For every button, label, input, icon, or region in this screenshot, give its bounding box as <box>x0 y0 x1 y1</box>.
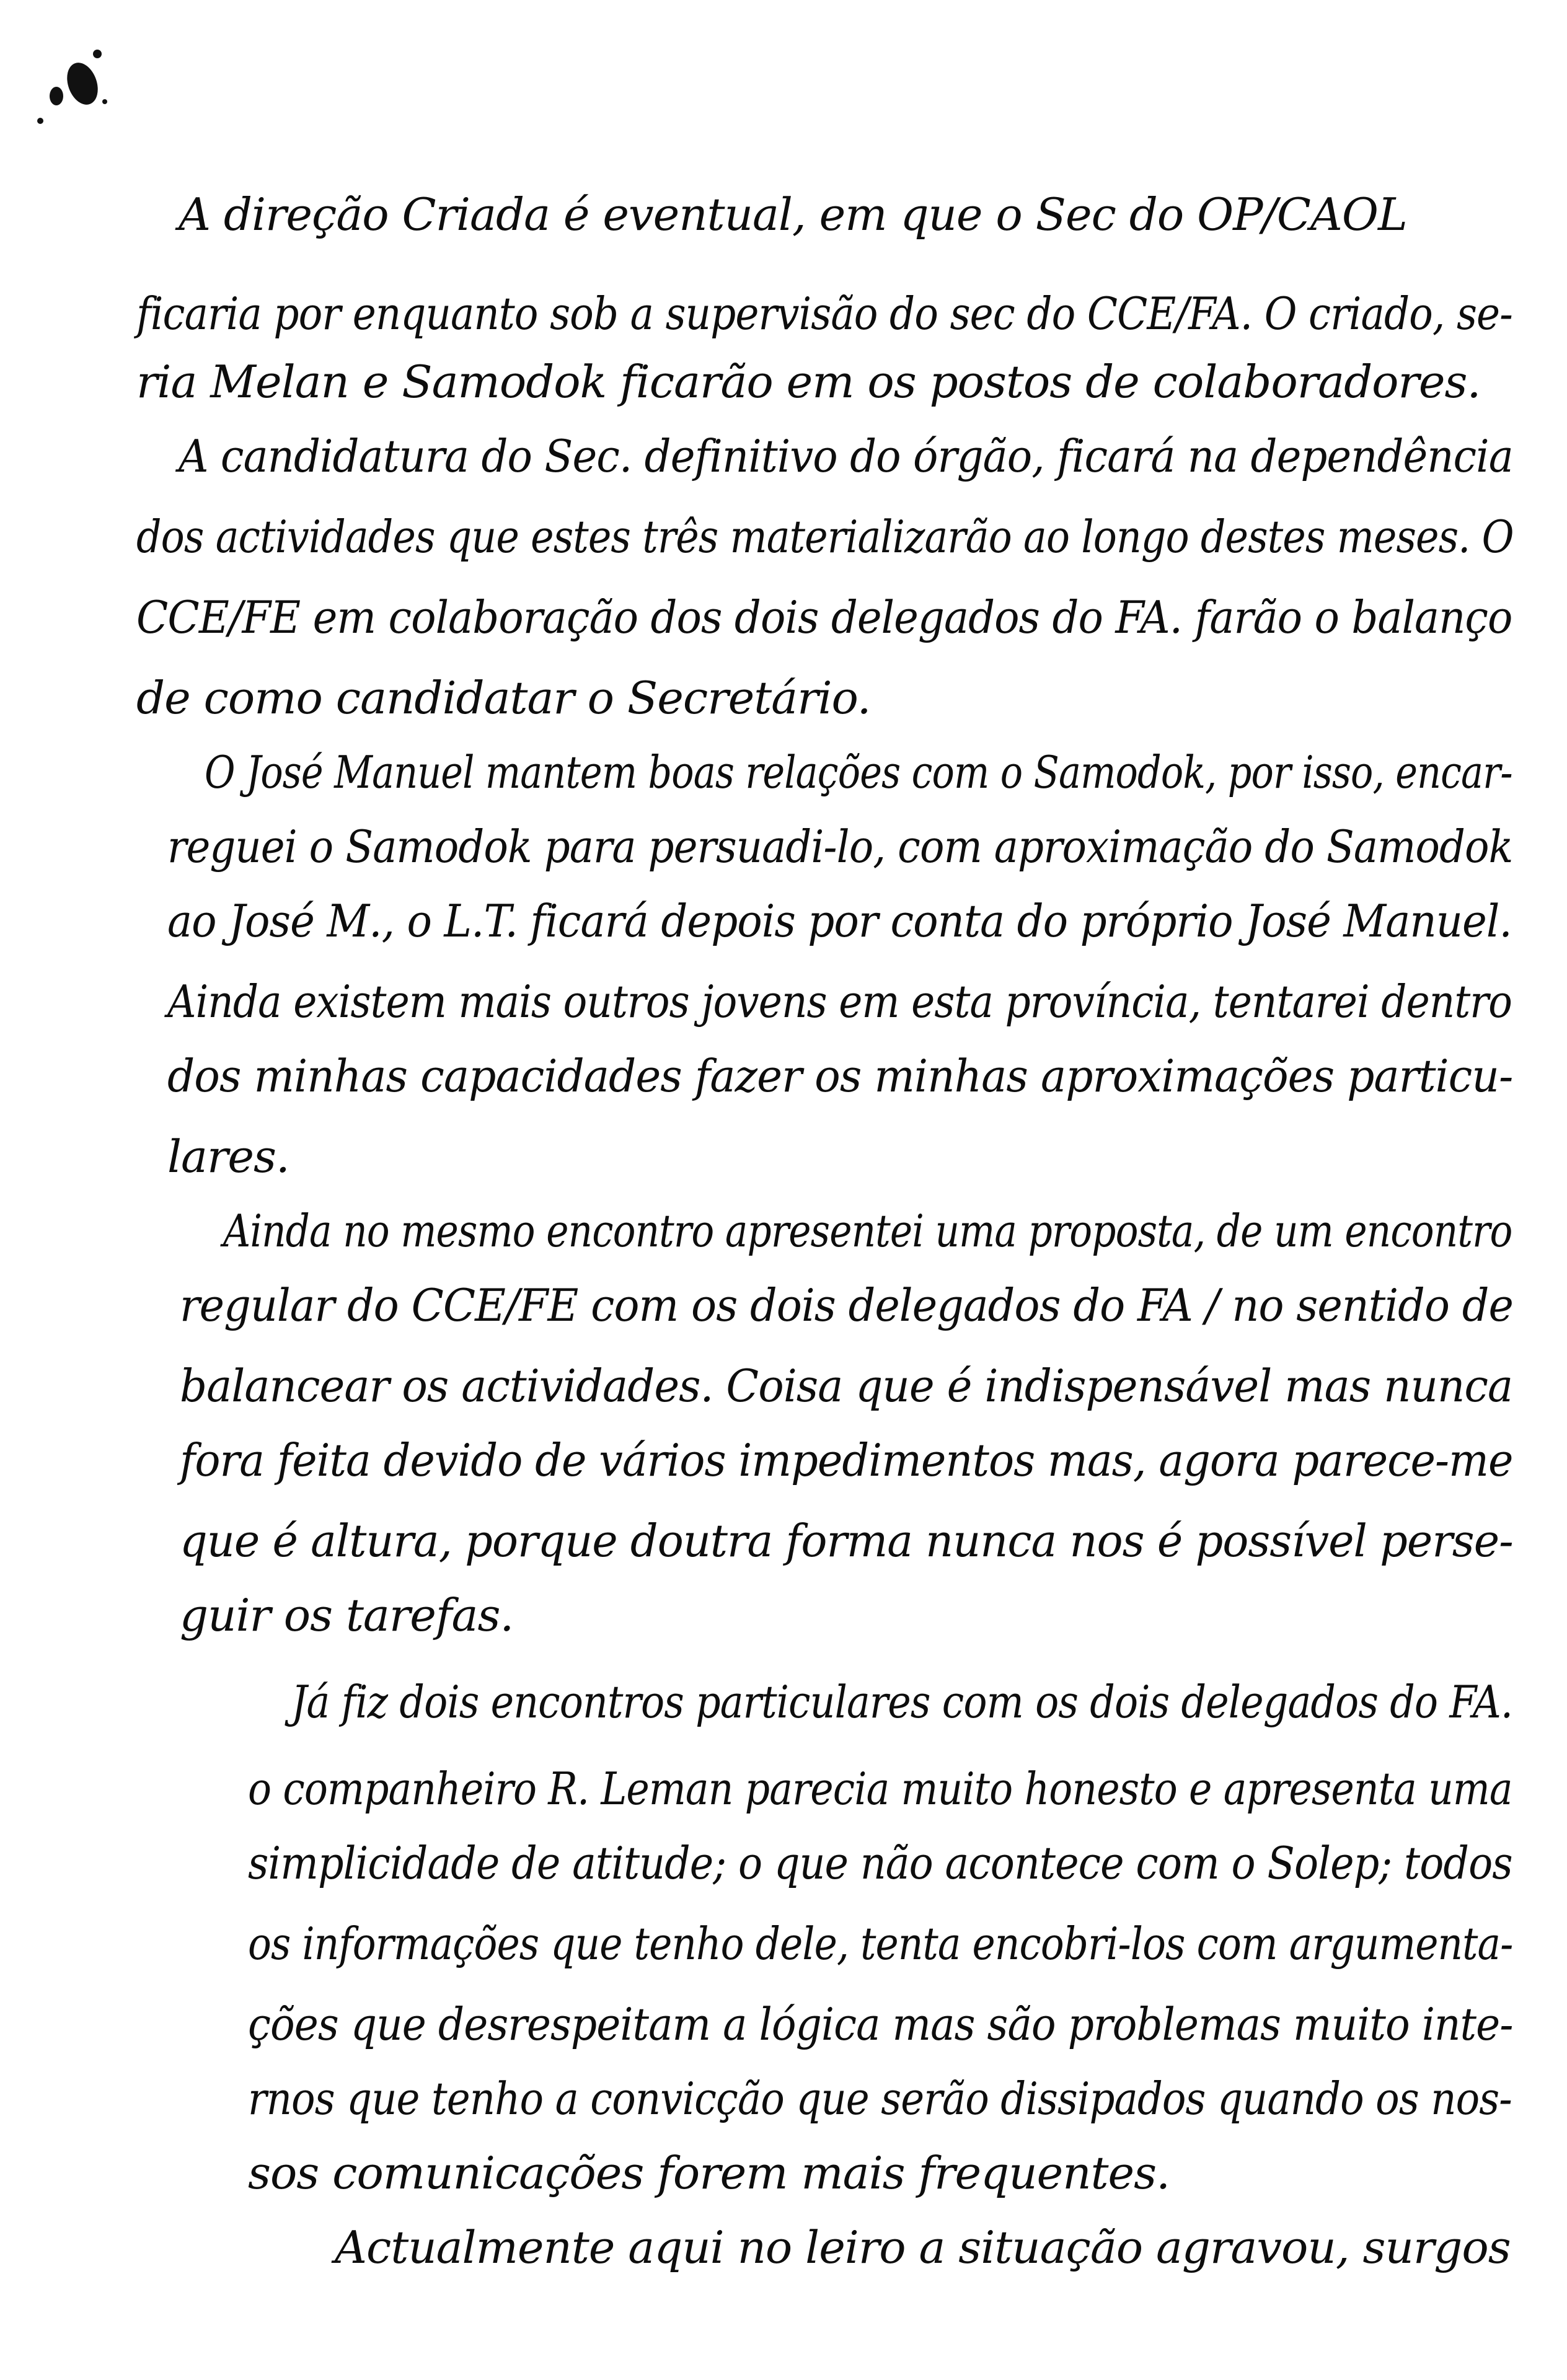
letter-line: dos actividades que estes três materializarão ao longo destes meses. O <box>136 511 1514 563</box>
letter-line: A direção Criada é eventual, em que o Sec do OP/CAOL <box>179 188 1407 240</box>
letter-line: O José Manuel mantem boas relações com o Samodok, por isso, encar- <box>205 746 1512 798</box>
letter-line: reguei o Samodok para persuadi-lo, com aproximação do Samodok <box>167 821 1513 873</box>
letter-line: lares. <box>167 1130 289 1183</box>
letter-line: sos comunicações forem mais frequentes. <box>248 2147 1170 2199</box>
letter-line: ria Melan e Samodok ficarão em os postos de colaboradores. <box>136 356 1481 408</box>
letter-line: o companheiro R. Leman parecia muito honesto e apresenta uma <box>248 1763 1512 1815</box>
letter-line: dos minhas capacidades fazer os minhas aproximações particu- <box>167 1050 1513 1102</box>
letter-line: simplicidade de atitude; o que não acontece com o Solep; todos <box>248 1837 1512 1889</box>
letter-line: que é altura, porque doutra forma nunca nos é possível perse- <box>180 1515 1513 1567</box>
letter-line: ficaria por enquanto sob a supervisão do sec do CCE/FA. O criado, se- <box>136 288 1512 340</box>
letter-line: A candidatura do Sec. definitivo do órgão, ficará na dependência <box>179 430 1513 482</box>
letter-line: rnos que tenho a convicção que serão dissipados quando os nos- <box>248 2073 1512 2125</box>
letter-line: guir os tarefas. <box>180 1589 514 1641</box>
letter-line: de como candidatar o Secretário. <box>136 672 871 724</box>
letter-line: Ainda no mesmo encontro apresentei uma proposta, de um encontro <box>223 1205 1512 1257</box>
letter-line: ao José M., o L.T. ficará depois por conta do próprio José Manuel. <box>167 895 1512 947</box>
letter-line: os informações que tenho dele, tenta encobri-los com argumenta- <box>248 1918 1513 1970</box>
letter-line: CCE/FE em colaboração dos dois delegados do FA. farão o balanço <box>136 591 1512 643</box>
letter-line: balancear os actividades. Coisa que é indispensável mas nunca <box>180 1360 1513 1412</box>
letter-line: Actualmente aqui no leiro a situação agravou, surgos <box>335 2221 1511 2273</box>
letter-line: Ainda existem mais outros jovens em esta província, tentarei dentro <box>167 976 1512 1028</box>
letter-line: Já fiz dois encontros particulares com os dois delegados do FA. <box>291 1676 1513 1728</box>
letter-line: fora feita devido de vários impedimentos mas, agora parece-me <box>180 1434 1513 1486</box>
ink-blot-mark <box>25 37 118 149</box>
letter-line: regular do CCE/FE com os dois delegados do FA / no sentido de <box>180 1279 1513 1331</box>
letter-line: ções que desrespeitam a lógica mas são problemas muito inte- <box>248 1998 1513 2050</box>
